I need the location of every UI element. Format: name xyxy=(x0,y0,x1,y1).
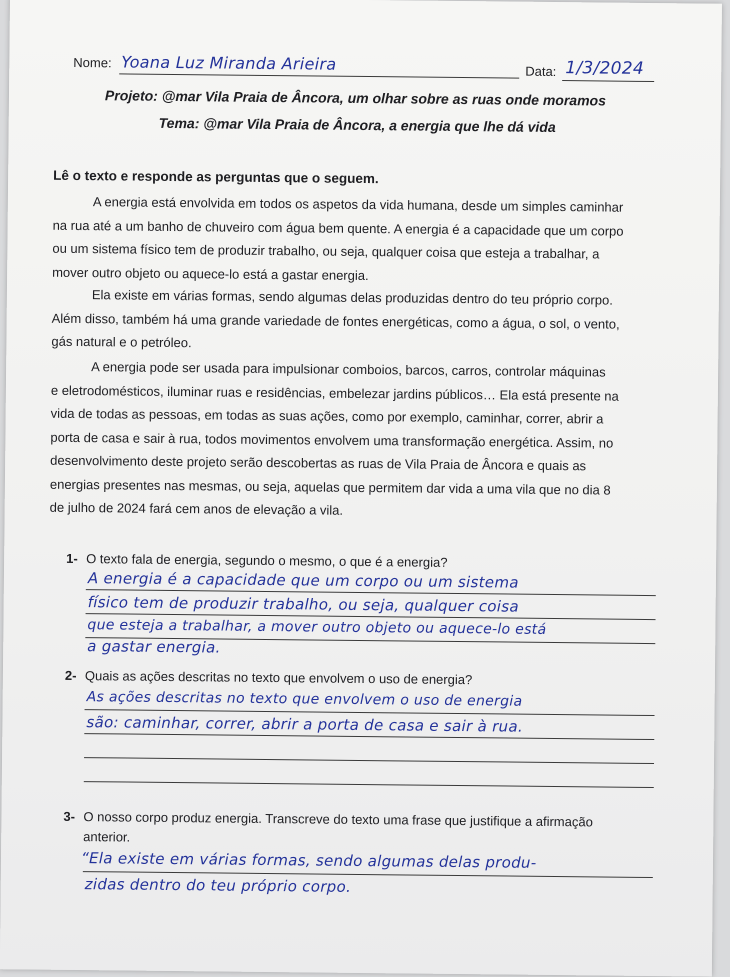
paragraph-line: gás natural e o petróleo. xyxy=(51,333,192,351)
instruction-heading: Lê o texto e responde as perguntas que o seguem. xyxy=(53,167,379,187)
project-title: Projeto: @mar Vila Praia de Âncora, um olhar sobre as ruas onde moramos xyxy=(104,87,606,109)
paragraph-line: Além disso, também há uma grande variedade de fontes energéticas, como a água, o sol, o vento, xyxy=(51,310,620,332)
question-1-number: 1- xyxy=(66,550,78,567)
paragraph-line: desenvolvimento deste projeto serão descobertas as ruas de Vila Praia de Âncora e quais as xyxy=(50,452,587,474)
name-value: Yoana Luz Miranda Arieira xyxy=(121,52,337,74)
answer-1-line-4[interactable]: a gastar energia. xyxy=(87,637,221,657)
name-underline xyxy=(119,73,519,78)
answer-1-line-2[interactable]: físico tem de produzir trabalho, ou seja, qualquer coisa xyxy=(87,593,519,616)
question-1-text: O texto fala de energia, segundo o mesmo, o que é a energia? xyxy=(86,551,448,570)
text-paragraph-1 xyxy=(52,190,663,290)
answer-2-line-1[interactable]: As ações descritas no texto que envolvem o uso de energia xyxy=(86,689,523,710)
question-2-number: 2- xyxy=(64,667,77,684)
theme-title: Tema: @mar Vila Praia de Âncora, a energia que lhe dá vida xyxy=(158,114,556,135)
answer-1-line-3[interactable]: que esteja a trabalhar, a mover outro objeto ou aquece-lo está xyxy=(87,617,547,638)
date-value: 1/3/2024 xyxy=(565,58,645,79)
date-underline xyxy=(562,80,654,82)
question-2-text: Quais as ações descritas no texto que envolvem o uso de energia? xyxy=(84,668,473,688)
question-3-text: O nosso corpo produz energia. Transcreve do texto uma frase que justifique a afirmação xyxy=(83,809,593,830)
paragraph-line: ou um sistema físico tem de produzir trabalho, ou seja, qualquer coisa que esteja a trabalhar, a xyxy=(52,240,600,262)
paragraph-line: A energia está envolvida em todos os aspetos da vida humana, desde um simples caminhar xyxy=(92,194,624,215)
answer-1-line-1[interactable]: A energia é a capacidade que um corpo ou um sistema xyxy=(87,569,519,592)
paragraph-line: mover outro objeto ou aquece-lo está a gastar energia. xyxy=(52,264,369,283)
paragraph-line: e eletrodomésticos, iluminar ruas e residências, embelezar jardins públicos… Ela está presente na xyxy=(50,382,619,404)
answer-3-line-1[interactable]: “Ela existe em várias formas, sendo algumas delas produ- xyxy=(80,849,537,872)
answer-line xyxy=(84,733,654,740)
date-label: Data: xyxy=(525,63,557,79)
paragraph-line: Ela existe em várias formas, sendo algumas delas produzidas dentro do teu próprio corpo. xyxy=(91,287,613,308)
paragraph-line: na rua até a um banho de chuveiro com água bem quente. A energia é a capacidade que um corpo xyxy=(52,217,624,239)
text-paragraph-2 xyxy=(51,283,662,360)
name-label: Nome: xyxy=(73,54,112,71)
text-paragraph-3 xyxy=(50,355,662,526)
question-3-text-continued: anterior. xyxy=(83,829,131,845)
paragraph-line: energias presentes nas mesmas, ou seja, aquelas que permitem dar vida a uma vila que no dia 8 xyxy=(49,476,611,498)
question-3-number: 3- xyxy=(63,808,76,824)
paragraph-line: de julho de 2024 fará cem anos de elevação a vila. xyxy=(49,499,344,518)
paragraph-line: porta de casa e sair à rua, todos movimentos envolvem uma transformação energética. Assim, no xyxy=(50,429,614,451)
paragraph-line: vida de todas as pessoas, em todas as suas ações, como por exemplo, caminhar, correr, abrir a xyxy=(50,405,604,427)
answer-2-line-2[interactable]: são: caminhar, correr, abrir a porta de casa e sair à rua. xyxy=(86,713,524,736)
answer-line xyxy=(84,757,654,764)
answer-3-line-2[interactable]: zidas dentro do teu próprio corpo. xyxy=(84,875,352,896)
answer-line xyxy=(84,781,654,788)
paragraph-line: A energia pode ser usada para impulsionar comboios, barcos, carros, controlar máquinas xyxy=(91,359,606,380)
